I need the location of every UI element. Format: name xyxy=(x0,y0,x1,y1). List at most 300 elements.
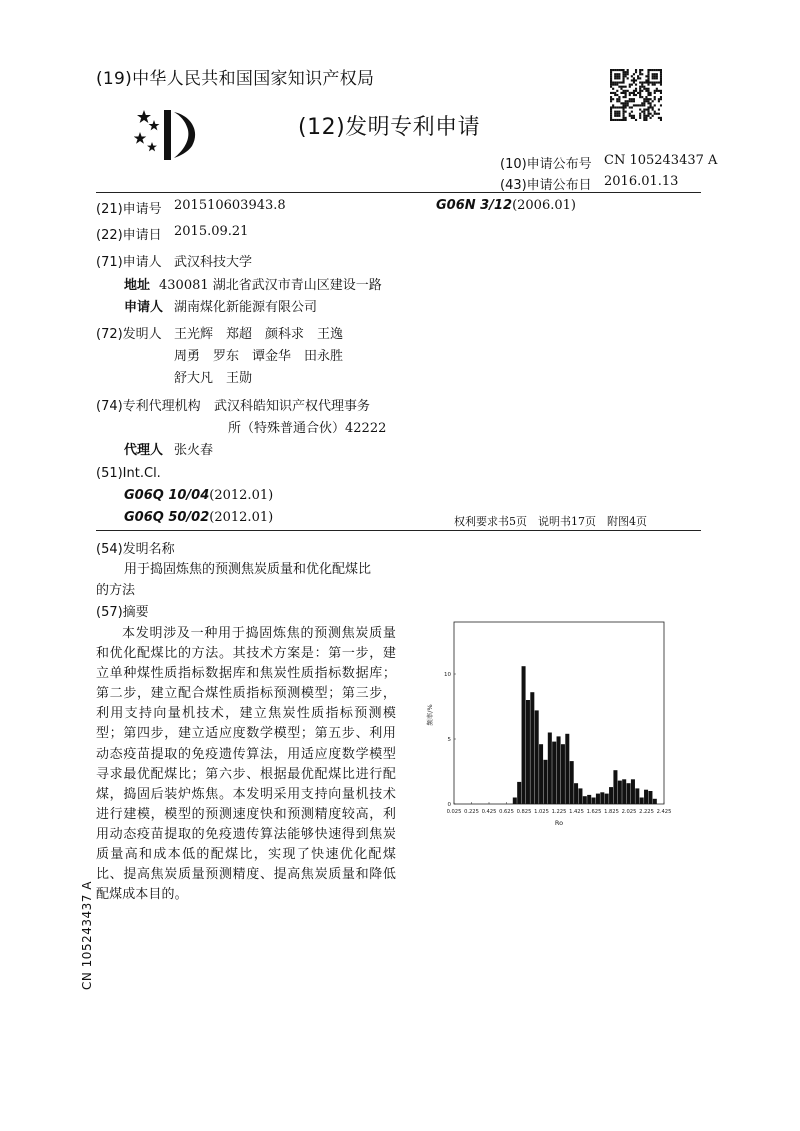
histogram-bar xyxy=(627,783,631,804)
x-tick-label: 0.825 xyxy=(516,809,532,815)
qr-module xyxy=(622,86,624,88)
qr-module xyxy=(643,115,645,117)
x-tick-label: 1.425 xyxy=(569,809,584,815)
qr-module xyxy=(650,102,652,104)
qr-module xyxy=(622,81,624,83)
qr-module xyxy=(614,113,616,115)
qr-module xyxy=(645,75,647,77)
qr-module xyxy=(639,73,641,75)
qr-module xyxy=(631,75,633,77)
qr-module xyxy=(610,115,612,117)
qr-module xyxy=(647,75,649,77)
qr-module xyxy=(645,98,647,100)
publication-number: CN 105243437 A xyxy=(604,153,718,168)
qr-module xyxy=(610,75,612,77)
qr-module xyxy=(658,98,660,100)
histogram-bar xyxy=(653,799,657,804)
qr-module xyxy=(610,86,612,88)
int-cl-code: G06Q 10/04 xyxy=(124,488,210,503)
x-tick-label: 0.225 xyxy=(464,809,479,815)
qr-module xyxy=(641,102,643,104)
abstract-label: (57)摘要 xyxy=(96,605,149,620)
qr-module xyxy=(639,96,641,98)
qr-module xyxy=(614,111,616,113)
qr-module xyxy=(639,90,641,92)
qr-module xyxy=(614,115,616,117)
qr-module xyxy=(641,84,643,86)
qr-module xyxy=(645,115,647,117)
histogram-bar xyxy=(613,770,617,804)
logo-star xyxy=(137,110,151,123)
qr-module xyxy=(620,106,622,108)
qr-module xyxy=(660,92,662,94)
qr-module xyxy=(618,73,620,75)
int-cl-entry xyxy=(124,488,273,503)
qr-module xyxy=(631,117,633,119)
qr-module xyxy=(631,98,633,100)
qr-module xyxy=(647,111,649,113)
qr-module xyxy=(645,117,647,119)
qr-module xyxy=(639,109,641,111)
qr-module xyxy=(618,75,620,77)
qr-module xyxy=(654,98,656,100)
issuing-office: (19)中华人民共和国国家知识产权局 xyxy=(96,69,375,89)
application-date-label: (22)申请日 xyxy=(96,228,162,243)
qr-module xyxy=(610,96,612,98)
address: 430081 湖北省武汉市青山区建设一路 xyxy=(159,278,382,293)
qr-module xyxy=(631,100,633,102)
qr-module xyxy=(616,111,618,113)
qr-module xyxy=(635,88,637,90)
qr-module xyxy=(647,100,649,102)
qr-module xyxy=(643,81,645,83)
qr-module xyxy=(658,69,660,71)
qr-module xyxy=(660,79,662,81)
qr-module xyxy=(633,73,635,75)
qr-module xyxy=(618,115,620,117)
qr-module xyxy=(643,113,645,115)
qr-module xyxy=(633,98,635,100)
qr-module xyxy=(612,69,614,71)
qr-module xyxy=(647,102,649,104)
qr-module xyxy=(622,117,624,119)
qr-module xyxy=(633,104,635,106)
qr-module xyxy=(631,92,633,94)
qr-module xyxy=(620,69,622,71)
histogram-bar xyxy=(513,798,517,805)
qr-module xyxy=(643,119,645,121)
qr-module xyxy=(627,100,629,102)
qr-module xyxy=(620,102,622,104)
application-number: 201510603943.8 xyxy=(174,198,286,213)
y-tick-label: 5 xyxy=(447,737,451,743)
qr-module xyxy=(647,73,649,75)
x-tick-label: 2.425 xyxy=(656,809,672,815)
qr-module xyxy=(610,109,612,111)
qr-module xyxy=(656,88,658,90)
qr-module xyxy=(622,77,624,79)
qr-module xyxy=(639,69,641,71)
agency-line: 武汉科皓知识产权代理事务 xyxy=(214,399,371,414)
x-tick-label: 2.025 xyxy=(621,809,637,815)
qr-module xyxy=(641,73,643,75)
qr-module xyxy=(652,84,654,86)
qr-module xyxy=(625,100,627,102)
qr-module xyxy=(620,88,622,90)
qr-module xyxy=(660,77,662,79)
inventors-line: 王光辉 郑超 颜科求 王逸 xyxy=(174,327,344,342)
qr-module xyxy=(635,119,637,121)
cnipa-logo-icon xyxy=(134,106,206,162)
qr-module xyxy=(658,81,660,83)
qr-module xyxy=(616,84,618,86)
x-tick-label: 0.625 xyxy=(499,809,514,815)
qr-module xyxy=(658,113,660,115)
qr-module xyxy=(614,73,616,75)
qr-module xyxy=(620,119,622,121)
qr-module xyxy=(625,86,627,88)
qr-module xyxy=(627,102,629,104)
qr-module xyxy=(629,100,631,102)
qr-module xyxy=(639,81,641,83)
qr-module xyxy=(645,88,647,90)
qr-module xyxy=(641,96,643,98)
qr-module xyxy=(654,96,656,98)
qr-module xyxy=(658,90,660,92)
qr-module xyxy=(633,115,635,117)
qr-module xyxy=(652,73,654,75)
side-publication-number: CN 105243437 A xyxy=(80,881,94,990)
qr-module xyxy=(631,106,633,108)
histogram-bar xyxy=(535,710,539,804)
qr-module xyxy=(656,113,658,115)
qr-module xyxy=(656,77,658,79)
qr-module xyxy=(612,84,614,86)
logo-star xyxy=(134,132,146,144)
qr-module xyxy=(639,88,641,90)
ipc-main xyxy=(436,198,576,213)
qr-module xyxy=(635,71,637,73)
qr-module xyxy=(650,117,652,119)
qr-module xyxy=(627,71,629,73)
qr-module xyxy=(656,90,658,92)
qr-module xyxy=(631,79,633,81)
logo-star xyxy=(149,120,160,130)
qr-module xyxy=(618,100,620,102)
agent: 张火春 xyxy=(174,443,214,458)
qr-module xyxy=(614,77,616,79)
qr-module xyxy=(614,94,616,96)
qr-module xyxy=(656,75,658,77)
qr-module xyxy=(627,104,629,106)
y-axis-label: 频率/% xyxy=(426,704,434,726)
qr-module xyxy=(647,81,649,83)
qr-module xyxy=(660,73,662,75)
qr-module xyxy=(639,104,641,106)
qr-module xyxy=(660,69,662,71)
application-number-label: (21)申请号 xyxy=(96,202,162,217)
qr-module xyxy=(629,92,631,94)
qr-module xyxy=(641,104,643,106)
qr-module xyxy=(620,81,622,83)
qr-module xyxy=(622,71,624,73)
histogram-bar xyxy=(522,666,526,804)
qr-module xyxy=(647,88,649,90)
qr-module xyxy=(643,98,645,100)
qr-module xyxy=(610,79,612,81)
qr-module xyxy=(645,100,647,102)
qr-module xyxy=(650,113,652,115)
qr-module xyxy=(622,69,624,71)
qr-module xyxy=(614,106,616,108)
histogram-bar xyxy=(578,788,582,804)
qr-module xyxy=(650,106,652,108)
qr-module xyxy=(647,109,649,111)
qr-module xyxy=(616,81,618,83)
qr-module xyxy=(614,69,616,71)
qr-module xyxy=(660,71,662,73)
qr-module xyxy=(652,106,654,108)
bars-group xyxy=(513,666,657,804)
qr-module xyxy=(647,69,649,71)
qr-module xyxy=(654,77,656,79)
histogram-bar xyxy=(583,796,587,804)
qr-module xyxy=(633,81,635,83)
logo-emblem xyxy=(174,112,195,158)
qr-module xyxy=(610,100,612,102)
qr-module xyxy=(641,69,643,71)
qr-module xyxy=(625,71,627,73)
histogram-bar xyxy=(574,783,578,804)
qr-module xyxy=(652,69,654,71)
qr-module xyxy=(643,100,645,102)
qr-module xyxy=(660,81,662,83)
qr-module xyxy=(616,98,618,100)
qr-module xyxy=(625,102,627,104)
agent-label: 代理人 xyxy=(124,443,164,458)
qr-module xyxy=(635,79,637,81)
qr-module xyxy=(618,81,620,83)
qr-module xyxy=(616,106,618,108)
qr-module xyxy=(622,113,624,115)
qr-module xyxy=(622,104,624,106)
qr-module xyxy=(612,119,614,121)
qr-module xyxy=(610,119,612,121)
invention-title-line: 用于捣固炼焦的预测焦炭质量和优化配煤比 xyxy=(124,562,372,577)
qr-module xyxy=(639,94,641,96)
ipc-main-date: (2006.01) xyxy=(512,198,576,213)
histogram-bar xyxy=(592,798,596,805)
qr-module xyxy=(660,75,662,77)
qr-module xyxy=(620,86,622,88)
qr-module xyxy=(629,86,631,88)
qr-module xyxy=(610,106,612,108)
qr-module xyxy=(610,98,612,100)
histogram-bar xyxy=(526,700,530,804)
histogram-bar xyxy=(539,744,543,804)
qr-module xyxy=(625,94,627,96)
histogram-bar xyxy=(640,798,644,805)
qr-module xyxy=(656,81,658,83)
qr-module xyxy=(610,77,612,79)
qr-module xyxy=(643,86,645,88)
qr-module xyxy=(654,81,656,83)
histogram-bar xyxy=(587,795,591,804)
qr-module xyxy=(641,111,643,113)
qr-module xyxy=(660,84,662,86)
qr-module xyxy=(622,119,624,121)
applicant2: 湖南煤化新能源有限公司 xyxy=(174,300,318,315)
histogram-bar xyxy=(561,744,565,804)
qr-module xyxy=(656,73,658,75)
qr-module xyxy=(658,109,660,111)
qr-module xyxy=(633,100,635,102)
qr-module xyxy=(612,104,614,106)
qr-module xyxy=(612,106,614,108)
qr-module xyxy=(616,119,618,121)
qr-module xyxy=(625,92,627,94)
qr-module xyxy=(647,115,649,117)
qr-module xyxy=(633,79,635,81)
x-tick-label: 0.025 xyxy=(446,809,462,815)
qr-module xyxy=(618,119,620,121)
ipc-main-code: G06N 3/12 xyxy=(436,198,513,213)
qr-module xyxy=(658,117,660,119)
qr-module xyxy=(616,90,618,92)
qr-module xyxy=(616,94,618,96)
qr-module xyxy=(660,90,662,92)
qr-module xyxy=(610,111,612,113)
qr-module xyxy=(643,117,645,119)
qr-module xyxy=(647,71,649,73)
qr-module xyxy=(658,100,660,102)
qr-module xyxy=(625,117,627,119)
qr-module xyxy=(614,84,616,86)
qr-module xyxy=(616,73,618,75)
qr-module xyxy=(618,98,620,100)
histogram-bar xyxy=(570,761,574,804)
x-tick-label: 2.225 xyxy=(639,809,654,815)
qr-module xyxy=(643,104,645,106)
qr-module xyxy=(610,84,612,86)
histogram-bar xyxy=(600,792,604,804)
qr-module xyxy=(622,106,624,108)
qr-module xyxy=(650,104,652,106)
histogram-bar xyxy=(631,779,635,804)
address-label: 地址 xyxy=(124,278,151,293)
qr-module xyxy=(629,98,631,100)
qr-module xyxy=(635,94,637,96)
qr-module xyxy=(647,113,649,115)
qr-module xyxy=(610,73,612,75)
qr-code-icon xyxy=(610,69,662,121)
qr-module xyxy=(650,94,652,96)
qr-module xyxy=(610,71,612,73)
histogram-bar xyxy=(557,736,561,804)
x-tick-label: 1.625 xyxy=(586,809,602,815)
qr-module xyxy=(639,77,641,79)
qr-module xyxy=(625,119,627,121)
qr-module xyxy=(625,73,627,75)
qr-module xyxy=(635,104,637,106)
qr-module xyxy=(616,115,618,117)
qr-module xyxy=(647,79,649,81)
int-cl-code: G06Q 50/02 xyxy=(124,510,210,525)
qr-module xyxy=(643,102,645,104)
qr-module xyxy=(614,75,616,77)
qr-module xyxy=(647,92,649,94)
histogram-bar xyxy=(543,760,547,804)
applicant: 武汉科技大学 xyxy=(174,255,253,270)
qr-module xyxy=(616,69,618,71)
qr-module xyxy=(645,81,647,83)
qr-module xyxy=(622,79,624,81)
qr-module xyxy=(650,92,652,94)
x-axis-label: Ro xyxy=(554,819,564,827)
x-tick-label: 1.025 xyxy=(534,809,549,815)
qr-module xyxy=(639,115,641,117)
publication-date: 2016.01.13 xyxy=(604,174,679,189)
qr-module xyxy=(639,113,641,115)
histogram-bar xyxy=(609,787,613,804)
qr-module xyxy=(652,100,654,102)
x-tick-label: 0.425 xyxy=(481,809,497,815)
qr-module xyxy=(639,92,641,94)
qr-module xyxy=(639,117,641,119)
qr-module xyxy=(618,69,620,71)
qr-module xyxy=(647,84,649,86)
qr-module xyxy=(645,90,647,92)
qr-module xyxy=(660,117,662,119)
inventors-line: 舒大凡 王勋 xyxy=(174,371,253,386)
qr-module xyxy=(647,77,649,79)
inventors-line: 周勇 罗东 谭金华 田永胜 xyxy=(174,349,344,364)
qr-module xyxy=(652,81,654,83)
qr-module xyxy=(616,113,618,115)
histogram-bar xyxy=(596,794,600,804)
qr-module xyxy=(635,69,637,71)
qr-module xyxy=(647,98,649,100)
qr-module xyxy=(618,96,620,98)
qr-module xyxy=(643,88,645,90)
int-cl-date: (2012.01) xyxy=(209,488,274,503)
qr-module xyxy=(618,111,620,113)
qr-module xyxy=(656,69,658,71)
histogram-bar xyxy=(648,791,652,804)
qr-module xyxy=(631,111,633,113)
qr-module xyxy=(639,71,641,73)
qr-module xyxy=(650,98,652,100)
reflectance-histogram xyxy=(418,600,688,830)
histogram-bar xyxy=(530,692,534,804)
qr-module xyxy=(610,92,612,94)
qr-module xyxy=(647,106,649,108)
x-tick-label: 1.825 xyxy=(604,809,619,815)
qr-module xyxy=(637,92,639,94)
qr-module xyxy=(622,73,624,75)
qr-module xyxy=(643,111,645,113)
qr-module xyxy=(631,115,633,117)
qr-module xyxy=(627,73,629,75)
int-cl-date: (2012.01) xyxy=(209,510,274,525)
applicant-label: (71)申请人 xyxy=(96,255,162,270)
qr-module xyxy=(641,81,643,83)
qr-module xyxy=(614,92,616,94)
qr-module xyxy=(622,96,624,98)
qr-module xyxy=(625,90,627,92)
qr-module xyxy=(635,90,637,92)
inventors-label: (72)发明人 xyxy=(96,327,162,342)
